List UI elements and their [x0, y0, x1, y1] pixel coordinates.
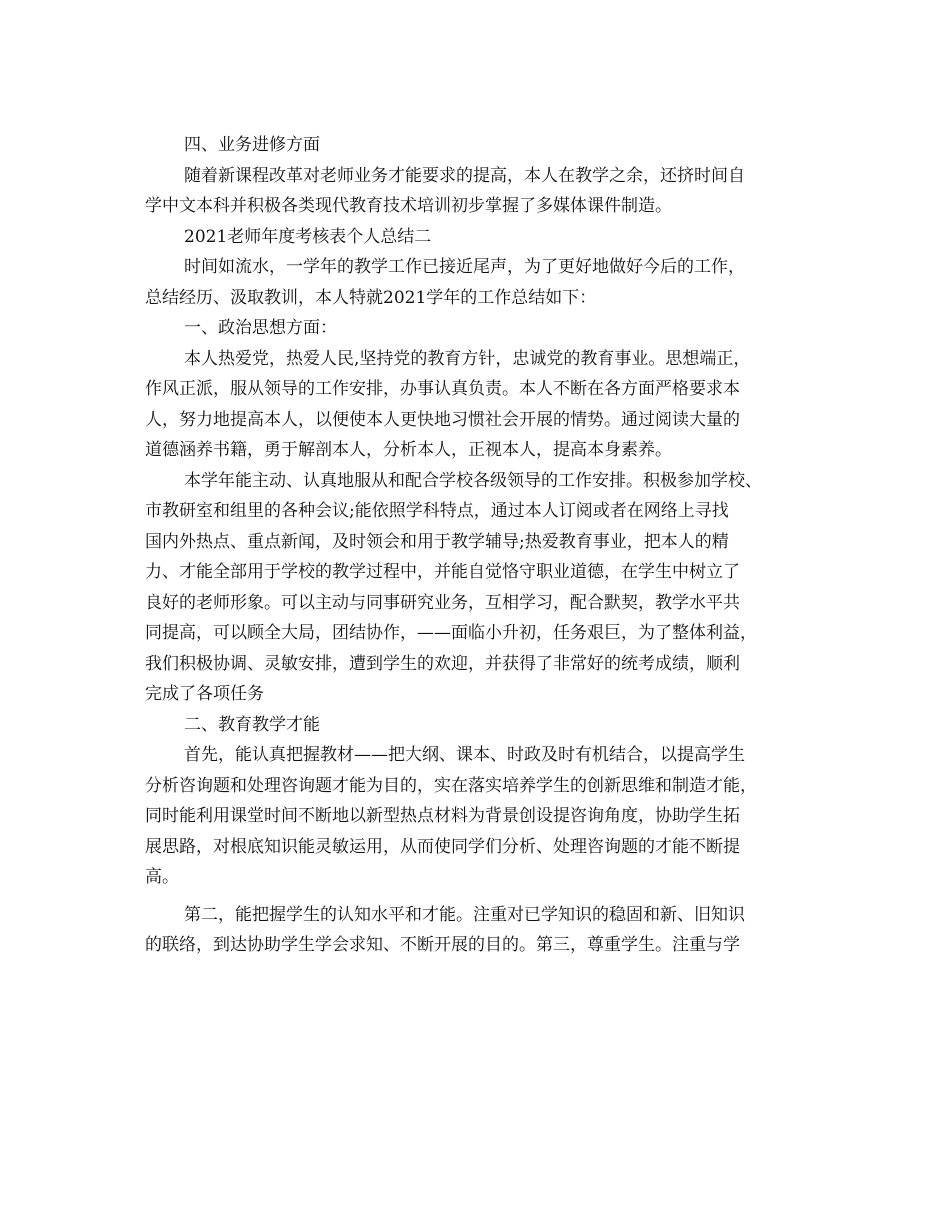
- paragraph-line: 展思路，对根底知识能灵敏运用，从而使同学们分析、处理咨询题的才能不断提: [145, 836, 740, 857]
- paragraph-line: 总结经历、汲取教训，本人特就2021学年的工作总结如下：: [145, 287, 597, 308]
- paragraph-line: 国内外热点、重点新闻，及时领会和用于教学辅导;热爱教育事业，把本人的精: [145, 531, 729, 552]
- paragraph-line: 同时能利用课堂时间不断地以新型热点材料为背景创设提咨询角度，协助学生拓: [145, 806, 740, 826]
- paragraph-line: 时间如流水，一学年的教学工作已接近尾声，为了更好地做好今后的工作，: [184, 257, 745, 277]
- paragraph-line: 高。: [145, 867, 179, 887]
- paragraph-line: 分析咨询题和处理咨询题才能为目的，实在落实培养学生的创新思维和制造才能，: [145, 775, 757, 796]
- section-heading: 一、政治思想方面：: [184, 318, 337, 338]
- paragraph-line: 良好的老师形象。可以主动与同事研究业务，互相学习，配合默契，教学水平共: [145, 592, 740, 613]
- paragraph-line: 首先，能认真把握教材——把大纲、课本、时政及时有机结合，以提高学生: [184, 745, 745, 765]
- document-subtitle: 2021老师年度考核表个人总结二: [184, 226, 432, 247]
- paragraph-line: 道德涵养书籍，勇于解剖本人，分析本人，正视本人，提高本身素养。: [145, 440, 672, 460]
- paragraph-line: 学中文本科并积极各类现代教育技术培训初步掌握了多媒体课件制造。: [145, 196, 672, 216]
- section-heading: 四、业务进修方面: [184, 135, 320, 155]
- paragraph-line: 完成了各项任务: [145, 684, 264, 704]
- paragraph-line: 人，努力地提高本人，以便使本人更快地习惯社会开展的情势。通过阅读大量的: [145, 409, 740, 430]
- paragraph-line: 第二，能把握学生的认知水平和才能。注重对已学知识的稳固和新、旧知识: [184, 904, 745, 925]
- paragraph-line: 力、才能全部用于学校的教学过程中，并能自觉恪守职业道德，在学生中树立了: [145, 562, 740, 582]
- paragraph-line: 本学年能主动、认真地服从和配合学校各级领导的工作安排。积极参加学校、: [184, 470, 762, 491]
- paragraph-line: 随着新课程改革对老师业务才能要求的提高，本人在教学之余，还挤时间自: [184, 165, 745, 186]
- document-body: [145, 130, 815, 961]
- paragraph-line: 的联络，到达协助学生学会求知、不断开展的目的。第三，尊重学生。注重与学: [145, 935, 740, 955]
- paragraph-line: 我们积极协调、灵敏安排，遭到学生的欢迎，并获得了非常好的统考成绩，顺利: [145, 653, 740, 674]
- paragraph-line: 同提高，可以顾全大局，团结协作，——面临小升初，任务艰巨，为了整体利益，: [145, 623, 757, 643]
- section-heading: 二、教育教学才能: [184, 714, 320, 735]
- paragraph-line: 本人热爱党，热爱人民,坚持党的教育方针，忠诚党的教育事业。思想端正，: [184, 348, 751, 369]
- paragraph-line: 作风正派，服从领导的工作安排，办事认真负责。本人不断在各方面严格要求本: [145, 379, 740, 399]
- paragraph-line: 市教研室和组里的各种会议;能依照学科特点，通过本人订阅或者在网络上寻找: [145, 501, 729, 521]
